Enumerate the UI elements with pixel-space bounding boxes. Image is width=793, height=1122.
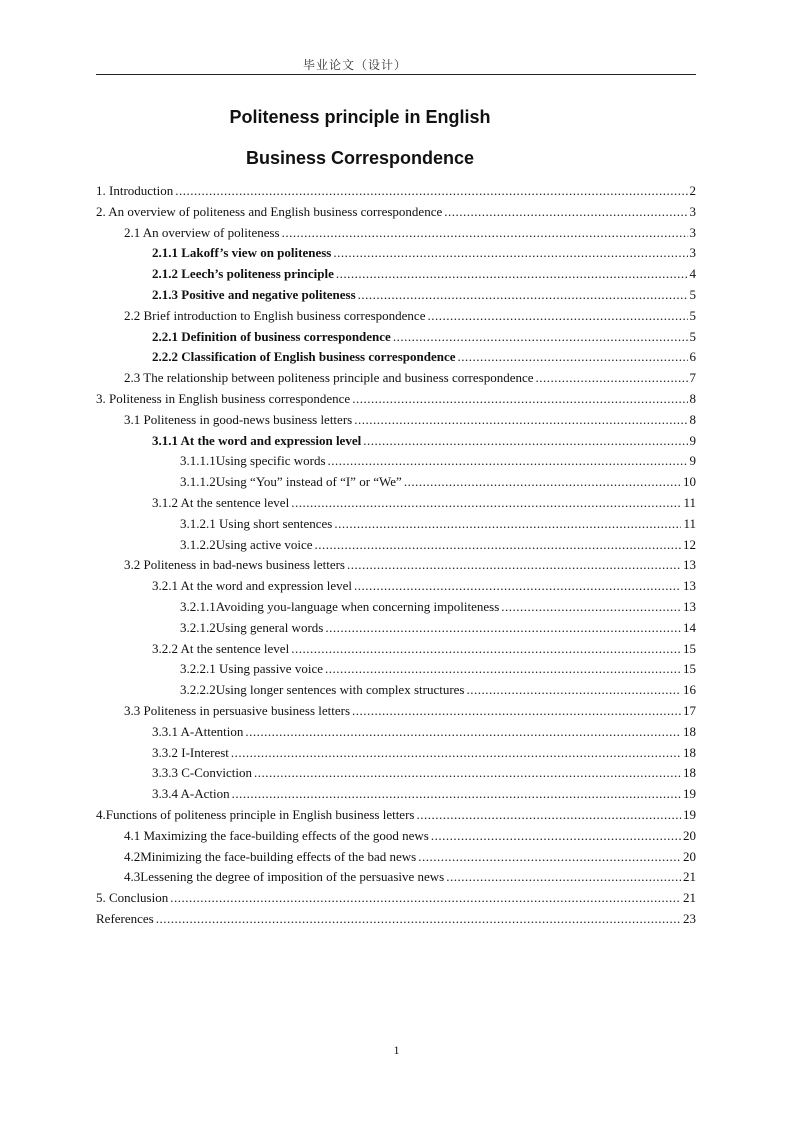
toc-entry-label: 3.1.1.2Using “You” instead of “I” or “We”	[180, 474, 402, 490]
toc-dot-leader	[536, 368, 688, 389]
toc-entry-page: 14	[683, 619, 696, 635]
toc-entry[interactable]	[96, 722, 696, 743]
toc-dot-leader	[254, 763, 681, 784]
toc-entry-label: 3.3.2 I-Interest	[152, 744, 229, 760]
toc-entry[interactable]	[96, 306, 696, 327]
toc-dot-leader	[325, 659, 681, 680]
toc-dot-leader	[418, 847, 681, 868]
toc-entry-page: 20	[683, 848, 696, 864]
toc-entry[interactable]	[96, 243, 696, 264]
toc-dot-leader	[232, 784, 681, 805]
toc-entry-page: 21	[683, 869, 696, 885]
toc-entry[interactable]	[96, 410, 696, 431]
toc-entry-page: 13	[683, 578, 696, 594]
toc-entry[interactable]	[96, 389, 696, 410]
toc-entry-page: 7	[689, 370, 696, 386]
toc-dot-leader	[446, 867, 681, 888]
toc-entry-label: 3.3.4 A-Action	[152, 786, 230, 802]
toc-dot-leader	[431, 826, 681, 847]
toc-entry[interactable]	[96, 535, 696, 556]
toc-entry[interactable]	[96, 618, 696, 639]
toc-entry-page: 5	[689, 307, 696, 323]
toc-dot-leader	[282, 223, 688, 244]
toc-entry-label: 3.2.1.1Avoiding you-language when concerning impoliteness	[180, 598, 500, 614]
toc-entry-label: References	[96, 910, 154, 926]
toc-entry-label: 3. Politeness in English business correspondence	[96, 390, 351, 406]
toc-dot-leader	[291, 493, 681, 514]
toc-dot-leader	[175, 181, 687, 202]
toc-entry-page: 3	[689, 245, 696, 261]
toc-dot-leader	[458, 347, 688, 368]
toc-dot-leader	[170, 888, 681, 909]
toc-entry-label: 2.2 Brief introduction to English business correspondence	[124, 307, 426, 323]
toc-entry-label: 1. Introduction	[96, 183, 174, 198]
toc-entry-label: 3.3.3 C-Conviction	[152, 765, 253, 781]
toc-entry-label: 4.Functions of politeness principle in English business letters	[96, 806, 415, 822]
toc-dot-leader	[156, 909, 681, 930]
toc-entry[interactable]	[96, 451, 696, 472]
toc-entry-page: 9	[689, 432, 696, 448]
toc-entry-page: 8	[689, 411, 696, 427]
toc-entry-page: 16	[683, 682, 696, 698]
toc-dot-leader	[352, 389, 687, 410]
toc-entry-page: 21	[683, 890, 696, 906]
toc-entry-page: 8	[689, 390, 696, 406]
document-title-line-1: Politeness principle in English	[229, 107, 491, 127]
toc-entry[interactable]	[96, 264, 696, 285]
toc-dot-leader	[245, 722, 681, 743]
toc-entry-page: 18	[683, 765, 696, 781]
toc-dot-leader	[354, 576, 681, 597]
toc-entry-label: 2.3 The relationship between politeness principle and business correspondence	[124, 370, 534, 386]
toc-entry-page: 18	[683, 744, 696, 760]
toc-entry-page: 18	[683, 723, 696, 739]
toc-entry-page: 11	[683, 494, 696, 510]
toc-entry[interactable]	[96, 784, 696, 805]
toc-entry[interactable]	[96, 285, 696, 306]
toc-entry[interactable]	[96, 763, 696, 784]
toc-entry-page: 11	[683, 515, 696, 531]
header-title: 毕业论文（设计）	[303, 58, 408, 72]
toc-entry[interactable]	[96, 368, 696, 389]
toc-entry-label: 3.1.2.2Using active voice	[180, 536, 313, 552]
toc-entry-label: 2.1.2 Leech’s politeness principle	[152, 266, 334, 282]
toc-entry[interactable]	[96, 555, 696, 576]
toc-dot-leader	[501, 597, 681, 618]
toc-entry[interactable]	[96, 472, 696, 493]
table-of-contents	[96, 181, 696, 930]
toc-entry-label: 4.3Lessening the degree of imposition of the persuasive news	[124, 869, 445, 885]
toc-entry[interactable]	[96, 514, 696, 535]
toc-entry-label: 4.1 Maximizing the face-building effects of the good news	[124, 827, 429, 843]
toc-entry[interactable]	[96, 847, 696, 868]
toc-entry-page: 5	[689, 286, 696, 302]
toc-entry[interactable]	[96, 867, 696, 888]
toc-entry[interactable]	[96, 659, 696, 680]
toc-entry[interactable]	[96, 327, 696, 348]
toc-entry-page: 15	[683, 661, 696, 677]
toc-entry-label: 2.1 An overview of politeness	[124, 224, 280, 240]
toc-entry-label: 2.2.2 Classification of English business correspondence	[152, 349, 456, 365]
toc-entry[interactable]	[96, 888, 696, 909]
toc-dot-leader	[334, 514, 681, 535]
toc-entry-page: 19	[683, 806, 696, 822]
toc-entry-page: 19	[683, 786, 696, 802]
toc-entry[interactable]	[96, 826, 696, 847]
document-title-line-2: Business Correspondence	[245, 148, 475, 168]
toc-entry-page: 3	[689, 203, 696, 219]
toc-entry-label: 2.2.1 Definition of business correspondence	[152, 328, 391, 344]
toc-dot-leader	[416, 805, 681, 826]
toc-dot-leader	[347, 555, 681, 576]
toc-entry-page: 23	[683, 910, 696, 926]
toc-dot-leader	[352, 701, 681, 722]
toc-entry-page: 2	[689, 183, 696, 198]
toc-dot-leader	[354, 410, 687, 431]
toc-dot-leader	[427, 306, 687, 327]
toc-dot-leader	[315, 535, 682, 556]
toc-entry-label: 3.2.2.2Using longer sentences with complex structures	[180, 682, 465, 698]
toc-entry-page: 17	[683, 702, 696, 718]
toc-dot-leader	[404, 472, 681, 493]
toc-entry-label: 3.2.2.1 Using passive voice	[180, 661, 323, 677]
toc-entry[interactable]	[96, 181, 696, 202]
toc-entry-label: 5. Conclusion	[96, 890, 169, 906]
toc-entry-page: 15	[683, 640, 696, 656]
toc-entry-label: 3.1.1 At the word and expression level	[152, 432, 362, 448]
toc-entry-page: 13	[683, 557, 696, 573]
toc-entry-page: 12	[683, 536, 696, 552]
toc-entry-page: 6	[689, 349, 696, 365]
toc-dot-leader	[231, 743, 681, 764]
toc-dot-leader	[325, 618, 681, 639]
toc-dot-leader	[467, 680, 682, 701]
toc-entry-label: 3.3.1 A-Attention	[152, 723, 244, 739]
toc-entry-label: 4.2Minimizing the face-building effects of the bad news	[124, 848, 417, 864]
toc-entry[interactable]	[96, 493, 696, 514]
toc-dot-leader	[393, 327, 688, 348]
toc-entry-label: 3.1.2 At the sentence level	[152, 494, 290, 510]
toc-dot-leader	[333, 243, 687, 264]
toc-entry[interactable]	[96, 347, 696, 368]
toc-entry[interactable]	[96, 743, 696, 764]
toc-entry-page: 20	[683, 827, 696, 843]
toc-entry-label: 3.1.1.1Using specific words	[180, 453, 326, 469]
toc-entry-label: 3.1 Politeness in good-news business letters	[124, 411, 353, 427]
toc-entry-label: 3.2.1 At the word and expression level	[152, 578, 353, 594]
toc-entry[interactable]	[96, 701, 696, 722]
toc-entry-page: 4	[689, 266, 696, 282]
page-header	[96, 54, 696, 75]
toc-entry-label: 3.2 Politeness in bad-news business letters	[124, 557, 345, 573]
toc-entry[interactable]	[96, 909, 696, 930]
toc-dot-leader	[358, 285, 688, 306]
toc-entry[interactable]	[96, 597, 696, 618]
toc-dot-leader	[328, 451, 688, 472]
toc-entry-label: 2. An overview of politeness and English business correspondence	[96, 203, 443, 219]
toc-entry[interactable]	[96, 639, 696, 660]
toc-entry[interactable]	[96, 680, 696, 701]
toc-entry-page: 10	[683, 474, 696, 490]
toc-entry-label: 2.1.3 Positive and negative politeness	[152, 286, 356, 302]
toc-entry[interactable]	[96, 202, 696, 223]
toc-entry[interactable]	[96, 431, 696, 452]
toc-dot-leader	[336, 264, 688, 285]
toc-entry-page: 5	[689, 328, 696, 344]
toc-dot-leader	[444, 202, 687, 223]
toc-dot-leader	[291, 639, 681, 660]
toc-entry-label: 3.3 Politeness in persuasive business letters	[124, 702, 351, 718]
page-number: 1	[393, 1043, 400, 1057]
toc-entry-page: 13	[683, 598, 696, 614]
toc-entry-label: 3.2.2 At the sentence level	[152, 640, 290, 656]
toc-entry-page: 9	[689, 453, 696, 469]
toc-entry-label: 3.2.1.2Using general words	[180, 619, 324, 635]
toc-entry[interactable]	[96, 223, 696, 244]
toc-entry[interactable]	[96, 805, 696, 826]
toc-entry-label: 3.1.2.1 Using short sentences	[180, 515, 333, 531]
toc-entry-label: 2.1.1 Lakoff’s view on politeness	[152, 245, 332, 261]
toc-entry-page: 3	[689, 224, 696, 240]
toc-entry[interactable]	[96, 576, 696, 597]
toc-dot-leader	[363, 431, 687, 452]
